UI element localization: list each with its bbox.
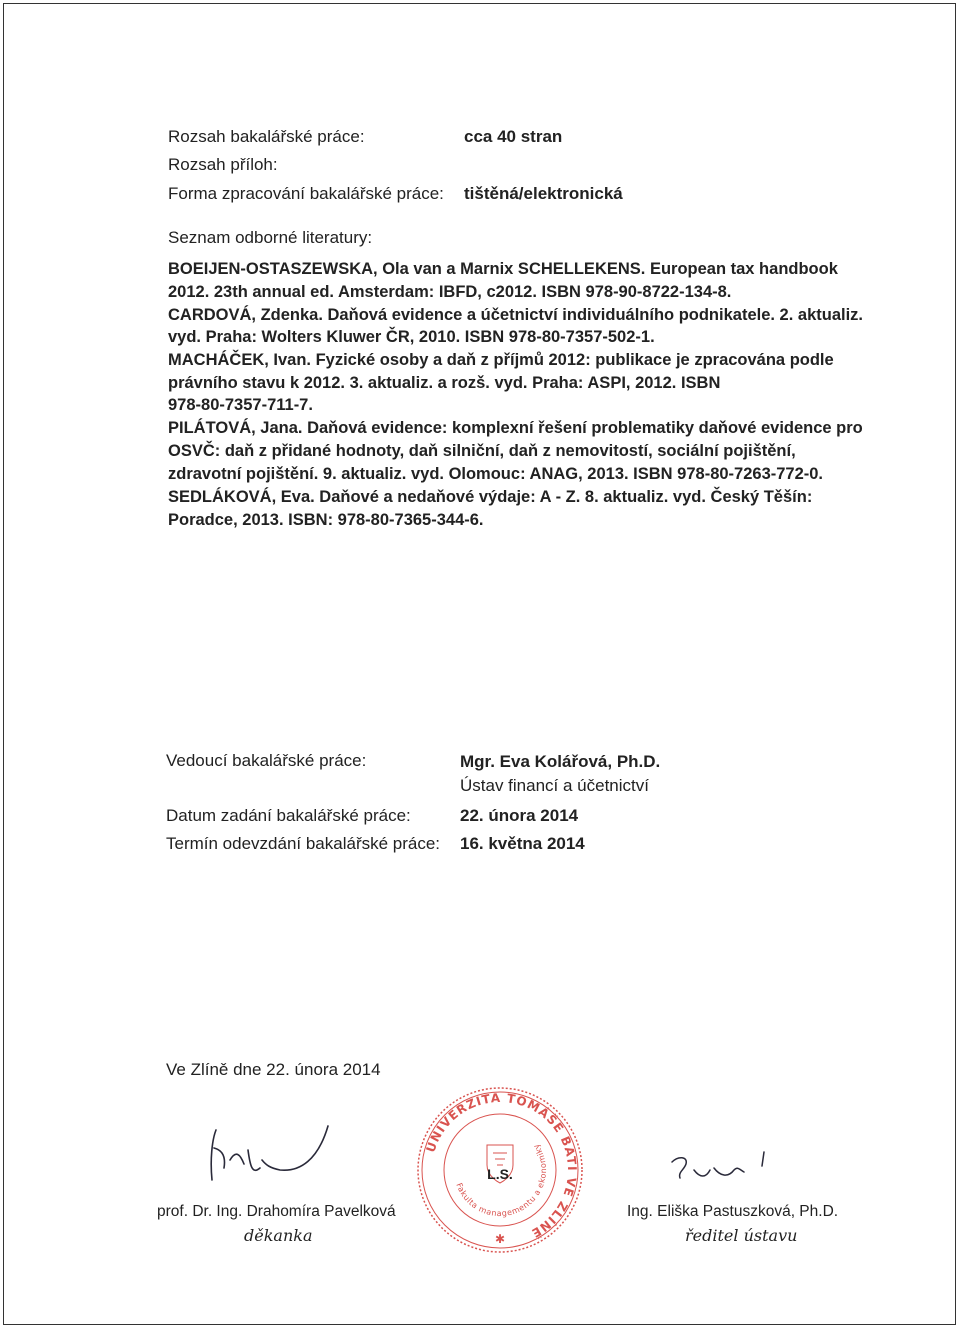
signatory-left-name: prof. Dr. Ing. Drahomíra Pavelková	[157, 1203, 396, 1220]
rozsah-value: cca 40 stran	[464, 127, 563, 146]
place-date: Ve Zlíně dne 22. února 2014	[166, 1060, 381, 1079]
zadani-value: 22. února 2014	[460, 806, 579, 825]
supervisor-institute: Ústav financí a účetnictví	[460, 776, 649, 795]
stamp-center: L.S.	[487, 1166, 513, 1182]
literature-heading: Seznam odborné literatury:	[168, 228, 373, 247]
prilohy-label: Rozsah příloh:	[168, 155, 278, 174]
rozsah-label: Rozsah bakalářské práce:	[168, 127, 365, 146]
signature-left	[200, 1120, 350, 1190]
supervisor-label: Vedoucí bakalářské práce:	[166, 751, 367, 770]
signature-right	[668, 1148, 788, 1192]
literature-line: OSVČ: daň z přidané hodnoty, daň silniční, daň z nemovitostí, sociální pojištění,	[168, 442, 796, 460]
literature-line: SEDLÁKOVÁ, Eva. Daňové a nedaňové výdaje: A - Z. 8. aktualiz. vyd. Český Těšín:	[168, 488, 813, 506]
odevzdani-label: Termín odevzdání bakalářské práce:	[166, 834, 441, 853]
stamp-ring-text: UNIVERZITA TOMÁŠE BATI VE ZLÍNĚ	[423, 1090, 580, 1241]
literature-line: vyd. Praha: Wolters Kluwer ČR, 2010. ISBN 978-80-7357-502-1.	[168, 328, 655, 346]
forma-label: Forma zpracování bakalářské práce:	[168, 184, 444, 203]
literature-line: Poradce, 2013. ISBN: 978-80-7365-344-6.	[168, 511, 484, 529]
literature-line: BOEIJEN-OSTASZEWSKA, Ola van a Marnix SCHELLEKENS. European tax handbook	[168, 260, 838, 278]
stamp-inner-text: Fakulta managementu a ekonomiky	[454, 1141, 549, 1219]
zadani-label: Datum zadání bakalářské práce:	[166, 806, 411, 825]
odevzdani-value: 16. května 2014	[460, 834, 585, 853]
literature-line: PILÁTOVÁ, Jana. Daňová evidence: komplexní řešení problematiky daňové evidence pro	[168, 419, 863, 437]
literature-line: CARDOVÁ, Zdenka. Daňová evidence a účetnictví individuálního podnikatele. 2. aktualiz.	[168, 306, 863, 324]
university-stamp	[415, 1085, 585, 1255]
literature-line: MACHÁČEK, Ivan. Fyzické osoby a daň z příjmů 2012: publikace je zpracována podle	[168, 351, 834, 369]
forma-value: tištěná/elektronická	[464, 184, 623, 203]
signatory-right-role: ředitel ústavu	[685, 1226, 798, 1245]
literature-line: 978-80-7357-711-7.	[168, 396, 313, 414]
literature-line: zdravotní pojištění. 9. aktualiz. vyd. Olomouc: ANAG, 2013. ISBN 978-80-7263-772-0.	[168, 465, 824, 483]
literature-line: 2012. 23th annual ed. Amsterdam: IBFD, c2012. ISBN 978-90-8722-134-8.	[168, 283, 732, 301]
signatory-left-role: děkanka	[244, 1226, 313, 1245]
literature-line: právního stavu k 2012. 3. aktualiz. a rozš. vyd. Praha: ASPI, 2012. ISBN	[168, 374, 721, 392]
star-icon: ✱	[494, 1232, 506, 1246]
supervisor-name: Mgr. Eva Kolářová, Ph.D.	[460, 752, 661, 771]
signatory-right-name: Ing. Eliška Pastuszková, Ph.D.	[627, 1203, 839, 1220]
